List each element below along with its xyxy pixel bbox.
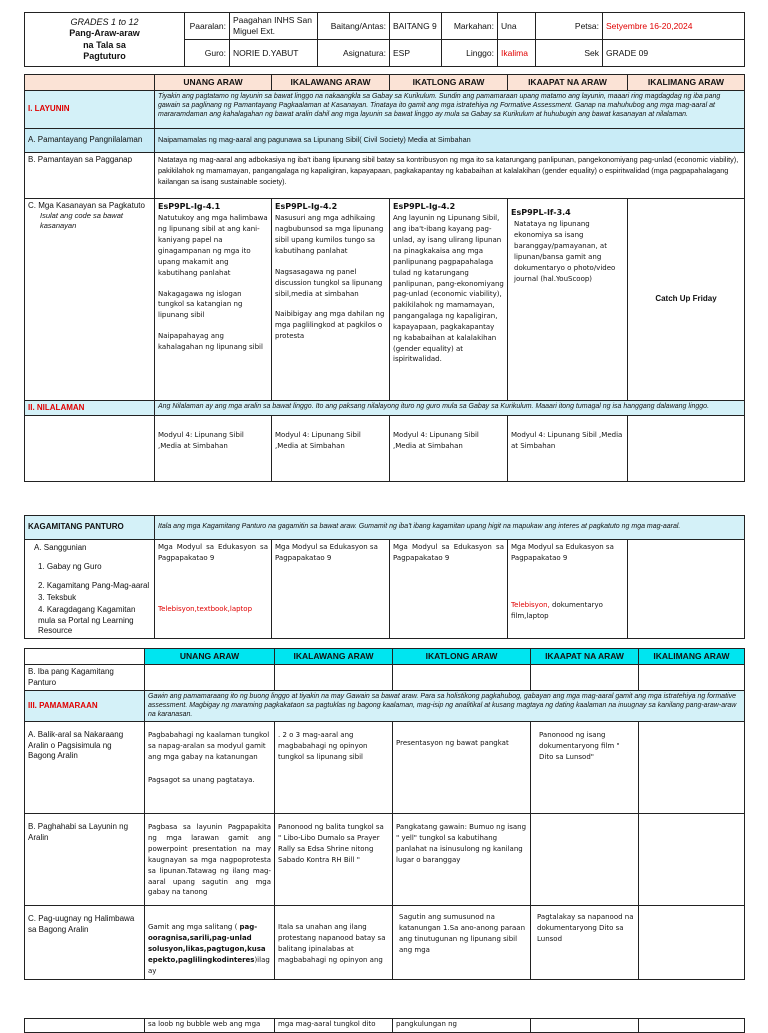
kasanayan-day4-text: Natataya ng lipunang ekonomiya sa isang baranggay/pamayanan, at lipunan/bansa gamit ang dokumentaryo o photo/video journal (hal.YouScoop) (514, 220, 616, 283)
balik-aral-day1-b: Pagsagot sa unang pagtataya. (148, 775, 255, 784)
header-table (24, 12, 745, 67)
kasanayan-day1-text-a: Natutukoy ang mga halimbawa ng lipunang sibil at ang kani-kaniyang papel na ginagampanan ng mga ito upang makamit ang kabutihang panlahat (158, 214, 268, 277)
catch-up-friday: Catch Up Friday (628, 199, 745, 401)
balik-aral-day2: . 2 o 3 mag-aaral ang magbabahagi ng opinyon tungkol sa lipunang sibil (275, 722, 393, 814)
paghahabi-day4 (531, 814, 639, 906)
paghahabi-day2: Panonood ng balita tungkol sa " Libo-Libo Dumalo sa Prayer Rally sa Edsa Shrine nitong Sabado Kontra RH Bill " (275, 814, 393, 906)
continuation-table (24, 1018, 745, 1033)
baitang-value: BAITANG 9 (390, 13, 442, 40)
nilalaman-day3: Modyul 4: Lipunang Sibil ,Media at Simbahan (390, 416, 508, 482)
paaralan-value: Paagahan INHS San Miguel Ext. (230, 13, 318, 40)
procedure-table (24, 648, 745, 980)
iba-pang-kagamitan-label: B. Iba pang Kagamitang Panturo (25, 665, 145, 691)
paghahabi-label: B. Paghahabi sa Layunin ng Aralin (25, 814, 145, 906)
continuation-day2: mga mag-aaral tungkol dito (275, 1019, 393, 1033)
day3-header: IKATLONG ARAW (390, 75, 508, 91)
pamantayan-pagganap-label: B. Pamantayan sa Pagganap (25, 153, 155, 199)
paghahabi-day5 (639, 814, 745, 906)
ref-day4: Mga Modyul sa Edukasyon sa Pagpapakatao 9 (511, 543, 614, 562)
kasanayan-day4-code: EsP9PL-If-3.4 (511, 208, 571, 218)
kagamitan-day2 (272, 540, 390, 639)
day4-header: IKAAPAT NA ARAW (508, 75, 628, 91)
kasanayan-label-cell (25, 199, 155, 401)
balik-aral-day1-a: Pagbabahagi ng kaalaman tungkol sa napag-aralan sa modyul gamit ang mga gabay na katanungan (148, 731, 270, 761)
nilalaman-day1: Modyul 4: Lipunang Sibil ,Media at Simbahan (155, 416, 272, 482)
portal-day4-red: Telebisyon, (511, 600, 550, 609)
day4-header-2: IKAAPAT NA ARAW (531, 649, 639, 665)
paghahabi-day3: Pangkatang gawain: Bumuo ng isang " yell" tungkol sa kabutihang panlahat na isinusulong ng kanilang lugar o baranggay (393, 814, 531, 906)
day2-header-2: IKALAWANG ARAW (275, 649, 393, 665)
balik-aral-label: A. Balik-aral sa Nakaraang Aralin o Pagsisimula ng Bagong Aralin (25, 722, 145, 814)
balik-aral-day3: Presentasyon ng bawat pangkat (393, 722, 531, 814)
continuation-day5 (639, 1019, 745, 1033)
kagamitan-day1 (155, 540, 272, 639)
pamantayang-pangnilalaman-label: A. Pamantayang Pangnilalaman (25, 129, 155, 153)
pamamaraan-text: Gawin ang pamamaraang ito ng buong linggo at tiyakin na may Gawain sa bawat araw. Para sa holistikong pagkahubog, gabayan ang mga mag-aaral gamit ang mga istratehiya ng formative assessment. Magbigay ng maraming pagkakataon sa pagtuklas ng bagong kaalaman, mag-isip ng analitikal at kusang magtaya ng dating kaalaman na inuugnay sa kanilang pang-araw-araw na karanasan. (145, 691, 745, 722)
day5-header-2: IKALIMANG ARAW (639, 649, 745, 665)
pang-mag-aaral-label: 2. Kagamitang Pang-Mag-aaral (38, 580, 150, 590)
kasanayan-day3-code: EsP9PL-Ig-4.2 (393, 202, 456, 212)
nilalaman-day5 (628, 416, 745, 482)
linggo-label: Linggo: (442, 40, 498, 67)
kagamitan-day4 (508, 540, 628, 639)
petsa-label: Petsa: (536, 13, 603, 40)
kasanayan-day1 (155, 199, 272, 401)
kasanayan-day2-code: EsP9PL-Ig-4.2 (275, 202, 338, 212)
objectives-table (24, 74, 745, 482)
portal-day4 (511, 600, 624, 622)
nilalaman-blank (25, 416, 155, 482)
balik-aral-day1 (145, 722, 275, 814)
pag-uugnay-day1-tail: )ilagay (148, 955, 270, 975)
nilalaman-text: Ang Nilalaman ay ang mga aralin sa bawat linggo. Ito ang paksang nilalayong ituro ng guro mula sa Gabay sa Kurikulum. Maaari itong tumagal ng isa hanggang dalawang linggo. (155, 401, 745, 416)
kagamitan-day3 (390, 540, 508, 639)
balik-aral-day4: Panonood ng isang dokumentaryong film " Dito sa Lunsod" (531, 722, 639, 814)
sanggunian-label: A. Sanggunian (34, 543, 87, 552)
asignatura-label: Asignatura: (318, 40, 390, 67)
markahan-label: Markahan: (442, 13, 498, 40)
kasanayan-day3-text: Ang layunin ng Lipunang Sibil, ang iba't-ibang kayang pag-unlad, ay isang ulirang lipunan na pinagkakaisa ang mga panlipunang pagpapahalaga tulad ng katarungang panlipunan, pang-ekonomiyang pag-unlad (economic viability), pakikilahok ng mamamayan, pangangalaga ng kapaligiran, kapayapaan, pagkakapantay ng kababaihan at kalalakihan (gender equality) at ispiritwalidad. (393, 214, 504, 364)
kagamitan-day5 (628, 540, 745, 639)
pag-uugnay-day1 (145, 906, 275, 979)
pag-uugnay-day3: Sagutin ang sumusunod na katanungan 1.Sa ano-anong paraan ang tinutugunan ng lipunang sibil ang mga (393, 906, 531, 979)
kasanayan-day1-code: EsP9PL-Ig-4.1 (158, 202, 221, 212)
kasanayan-day2-text-b: Nagsasagawa ng panel discussion tungkol sa lipunang sibil,media at simbahan (275, 267, 383, 298)
corner-cell (25, 75, 155, 91)
day2-header: IKALAWANG ARAW (272, 75, 390, 91)
grade-title: GRADES 1 to 12 (70, 17, 139, 28)
corner-cell-2 (25, 649, 145, 665)
petsa-value: Setyembre 16-20,2024 (603, 13, 745, 40)
teksbuk-label: 3. Teksbuk (38, 593, 77, 603)
nilalaman-day2: Modyul 4: Lipunang Sibil ,Media at Simbahan (272, 416, 390, 482)
iba-day5 (639, 665, 745, 691)
continuation-day4 (531, 1019, 639, 1033)
kasanayan-label: C. Mga Kasanayan sa Pagkatuto (28, 201, 145, 211)
continuation-day3: pangkulungan ng (393, 1019, 531, 1033)
pag-uugnay-day2: Itala sa unahan ang ilang protestang napanood batay sa balitang ipinalabas at magbabahagi ng opinyon ang (275, 906, 393, 979)
kasanayan-day4 (508, 199, 628, 401)
pamantayang-pangnilalaman-text: Naipamamalas ng mag-aaral ang pagunawa sa Lipunang Sibil( Civil Society) Media at Simbahan (155, 129, 745, 153)
portal-day1: Telebisyon,textbook,laptop (158, 604, 253, 613)
form-name-line1: Pang-Araw-araw (69, 28, 140, 39)
ref-day3: Mga Modyul sa Edukasyon sa Pagpapakatao 9 (393, 543, 504, 562)
kasanayan-day2 (272, 199, 390, 401)
nilalaman-label: II. NILALAMAN (25, 401, 155, 416)
ref-day2: Mga Modyul sa Edukasyon sa Pagpapakatao 9 (275, 543, 378, 562)
iba-day3 (393, 665, 531, 691)
kasanayan-day1-text-c: Naipapahayag ang kahalagahan ng lipunang sibil (158, 332, 263, 351)
pag-uugnay-day1-plain: Gamit ang mga salitang ( (148, 923, 240, 932)
pag-uugnay-day4: Pagtalakay sa napanood na dokumentaryong Dito sa Lunsod (531, 906, 639, 979)
kagamitan-text: Itala ang mga Kagamitang Panturo na gagamitin sa bawat araw. Gumamit ng iba't ibang kagamitan upang higit na mapukaw ang interes at pagkatuto ng mga mag-aaral. (155, 516, 745, 540)
kasanayan-sublabel: Isulat ang code sa bawat kasanayan (40, 211, 123, 230)
asignatura-value: ESP (390, 40, 442, 67)
continuation-label (25, 1019, 145, 1033)
sek-label: Sek (536, 40, 603, 67)
kasanayan-day1-text-b: Nakagagawa ng islogan tungkol sa katangian ng lipunang sibil (158, 289, 243, 320)
guro-value: NORIE D.YABUT (230, 40, 318, 67)
guro-label: Guro: (185, 40, 230, 67)
iba-day4 (531, 665, 639, 691)
paaralan-label: Paaralan: (185, 13, 230, 40)
form-title (25, 13, 185, 67)
iba-day2 (275, 665, 393, 691)
continuation-day1: sa loob ng bubble web ang mga (145, 1019, 275, 1033)
layunin-label: I. LAYUNIN (25, 91, 155, 129)
day3-header-2: IKATLONG ARAW (393, 649, 531, 665)
pamantayan-pagganap-text: Natataya ng mag-aaral ang adbokasiya ng iba't ibang lipunang sibil batay sa kontribusyon ng mga ito sa katarungang panlipunan, pangekonomiyang pag-unlad (economic viability), pakikilahok ng mamamayan, pangangalaga ng kapaligiran, kapayapaan, pagkakapantay ng kababaihan at kalalakihan (gender equality) o espiritwalidad (mga pagpapahalagang kailangan sa isang sustainable society). (155, 153, 745, 199)
paghahabi-day1: Pagbasa sa layunin Pagpapakita ng mga larawan gamit ang powerpoint presentation na may kaugnayan sa mga nagpoprotesta sa lipunan.Tatawag ng ilang mag-aaral upang sagutin ang mga gabay na tanong (145, 814, 275, 906)
kasanayan-day2-text-a: Nasusuri ang mga adhikaing nagbubunsod sa mga lipunang sibil upang kumilos tungo sa kabutihang panlahat (275, 214, 384, 255)
day1-header: UNANG ARAW (155, 75, 272, 91)
gabay-label: 1. Gabay ng Guro (38, 561, 102, 571)
nilalaman-day4: Modyul 4: Lipunang Sibil ,Media at Simbahan (508, 416, 628, 482)
markahan-value: Una (498, 13, 536, 40)
portal-day4-rest: dokumentaryo film,laptop (511, 600, 603, 620)
linggo-value: Ikalima (498, 40, 536, 67)
kasanayan-day3 (390, 199, 508, 401)
day5-header: IKALIMANG ARAW (628, 75, 745, 91)
pag-uugnay-day1-bold: pag-ooragnisa,sarili,pag-unlad solusyon,likas,pagtugon,kusa epekto,paglilingkodinteres (148, 923, 266, 964)
ref-day1: Mga Modyul sa Edukasyon sa Pagpapakatao 9 (158, 543, 268, 562)
balik-aral-day5 (639, 722, 745, 814)
baitang-label: Baitang/Antas: (318, 13, 390, 40)
form-name-line2: na Tala sa (83, 39, 126, 50)
sek-value: GRADE 09 (603, 40, 745, 67)
karagdagang-label: 4. Karagdagang Kagamitan mula sa Portal ng Learning Resource (38, 605, 136, 635)
kagamitan-labels (25, 540, 155, 639)
materials-table (24, 515, 745, 639)
kasanayan-day2-text-c: Naibibigay ang mga dahilan ng mga paglilingkod at pagkilos o protesta (275, 310, 385, 341)
kagamitan-label: KAGAMITANG PANTURO (25, 516, 155, 540)
day1-header-2: UNANG ARAW (145, 649, 275, 665)
pag-uugnay-day5 (639, 906, 745, 979)
form-name-line3: Pagtuturo (83, 50, 126, 61)
pamamaraan-label: III. PAMAMARAAN (25, 691, 145, 722)
iba-day1 (145, 665, 275, 691)
pag-uugnay-label: C. Pag-uugnay ng Halimbawa sa Bagong Aralin (25, 906, 145, 979)
layunin-text: Tiyakin ang pagtatamo ng layunin sa bawat linggo na nakaangkla sa Gabay sa Kurikulum. Sundin ang pamamaraan upang matamo ang layunin, maaari ring magdagdag ng iba pang gawain sa paglinang ng Pamantayang Pagkaalaman at Kasanayan. Tinataya ito gamit ang mga istratehiya ng Formative Assessment. Ganap na mahuhubog ang mga mag-aaral at mararamdaman ang kahalagahan ng bawat aralin dahil ang mga layunin sa bawat linggo ay mula sa Gabay sa Kurikulum at huhubugin ang bawat kasanayan at nilalaman. (155, 91, 745, 129)
